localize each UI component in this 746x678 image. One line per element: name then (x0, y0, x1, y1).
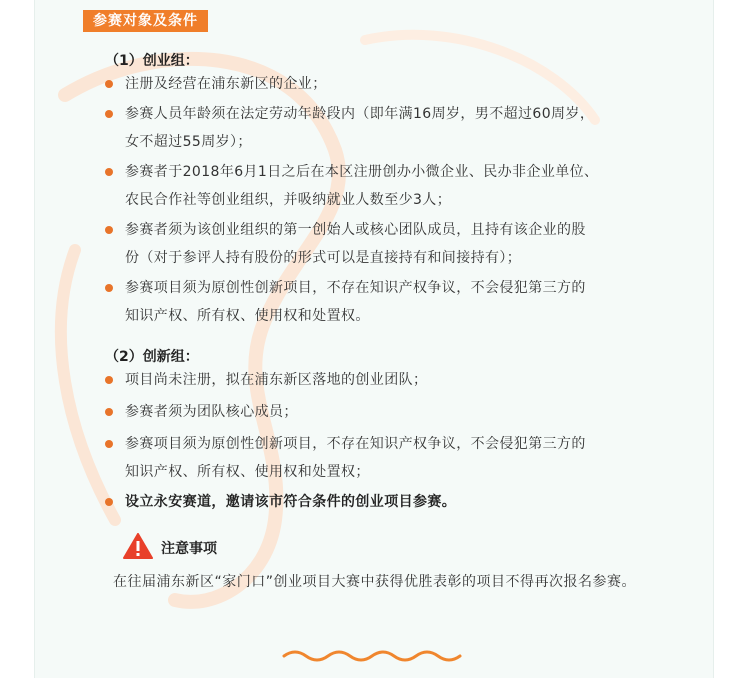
section-tag: 参赛对象及条件 (83, 10, 208, 32)
list-item-text: 参赛项目须为原创性创新项目，不存在知识产权争议，不会侵犯第三方的 (125, 280, 586, 296)
list-item-text: 参赛者须为该创业组织的第一创始人或核心团队成员，且持有该企业的股 (125, 222, 586, 238)
bullet-icon (105, 376, 113, 384)
bullet-icon (105, 440, 113, 448)
wave-divider (282, 648, 467, 664)
notice-body: 在往届浦东新区“家门口”创业项目大赛中获得优胜表彰的项目不得再次报名参赛。 (113, 574, 637, 590)
list-item-text: 知识产权、所有权、使用权和处置权。 (125, 308, 370, 324)
warning-icon (123, 533, 153, 559)
list-item-text: 参赛者须为团队核心成员； (125, 404, 298, 420)
list-item-text: 设立永安赛道，邀请该市符合条件的创业项目参赛。 (125, 494, 457, 510)
bullet-icon (105, 226, 113, 234)
list-item (105, 100, 655, 156)
bullet-icon (105, 284, 113, 292)
list-item-text: 份（对于参评人持有股份的形式可以是直接持有和间接持有）； (125, 250, 522, 266)
list-item-text: 女不超过55周岁）； (125, 134, 252, 150)
group-title-startup: （1）创业组： (105, 53, 199, 69)
content-card (34, 0, 714, 678)
list-item (105, 430, 655, 486)
bullet-icon (105, 498, 113, 506)
bullet-icon (105, 168, 113, 176)
list-item (105, 274, 655, 330)
list-item (105, 158, 655, 214)
list-item (105, 70, 655, 98)
bullet-icon (105, 408, 113, 416)
left-margin (0, 0, 34, 678)
list-item-text: 参赛者于2018年6月1日之后在本区注册创办小微企业、民办非企业单位、 (125, 164, 599, 180)
group-title-innovation: （2）创新组： (105, 349, 199, 365)
list-item (105, 488, 655, 516)
list-item (105, 216, 655, 272)
list-item-text: 注册及经营在浦东新区的企业； (125, 76, 327, 92)
list-item-text: 参赛人员年龄须在法定劳动年龄段内（即年满16周岁，男不超过60周岁， (125, 106, 595, 122)
bullet-icon (105, 80, 113, 88)
list-item-text: 参赛项目须为原创性创新项目，不存在知识产权争议，不会侵犯第三方的 (125, 436, 586, 452)
list-item-text: 知识产权、所有权、使用权和处置权； (125, 464, 370, 480)
notice-title: 注意事项 (161, 541, 217, 557)
list-item (105, 366, 655, 394)
bullet-icon (105, 110, 113, 118)
list-item-text: 农民合作社等创业组织，并吸纳就业人数至少3人； (125, 192, 452, 208)
list-item-text: 项目尚未注册，拟在浦东新区落地的创业团队； (125, 372, 428, 388)
list-item (105, 398, 655, 426)
right-margin (712, 0, 746, 678)
